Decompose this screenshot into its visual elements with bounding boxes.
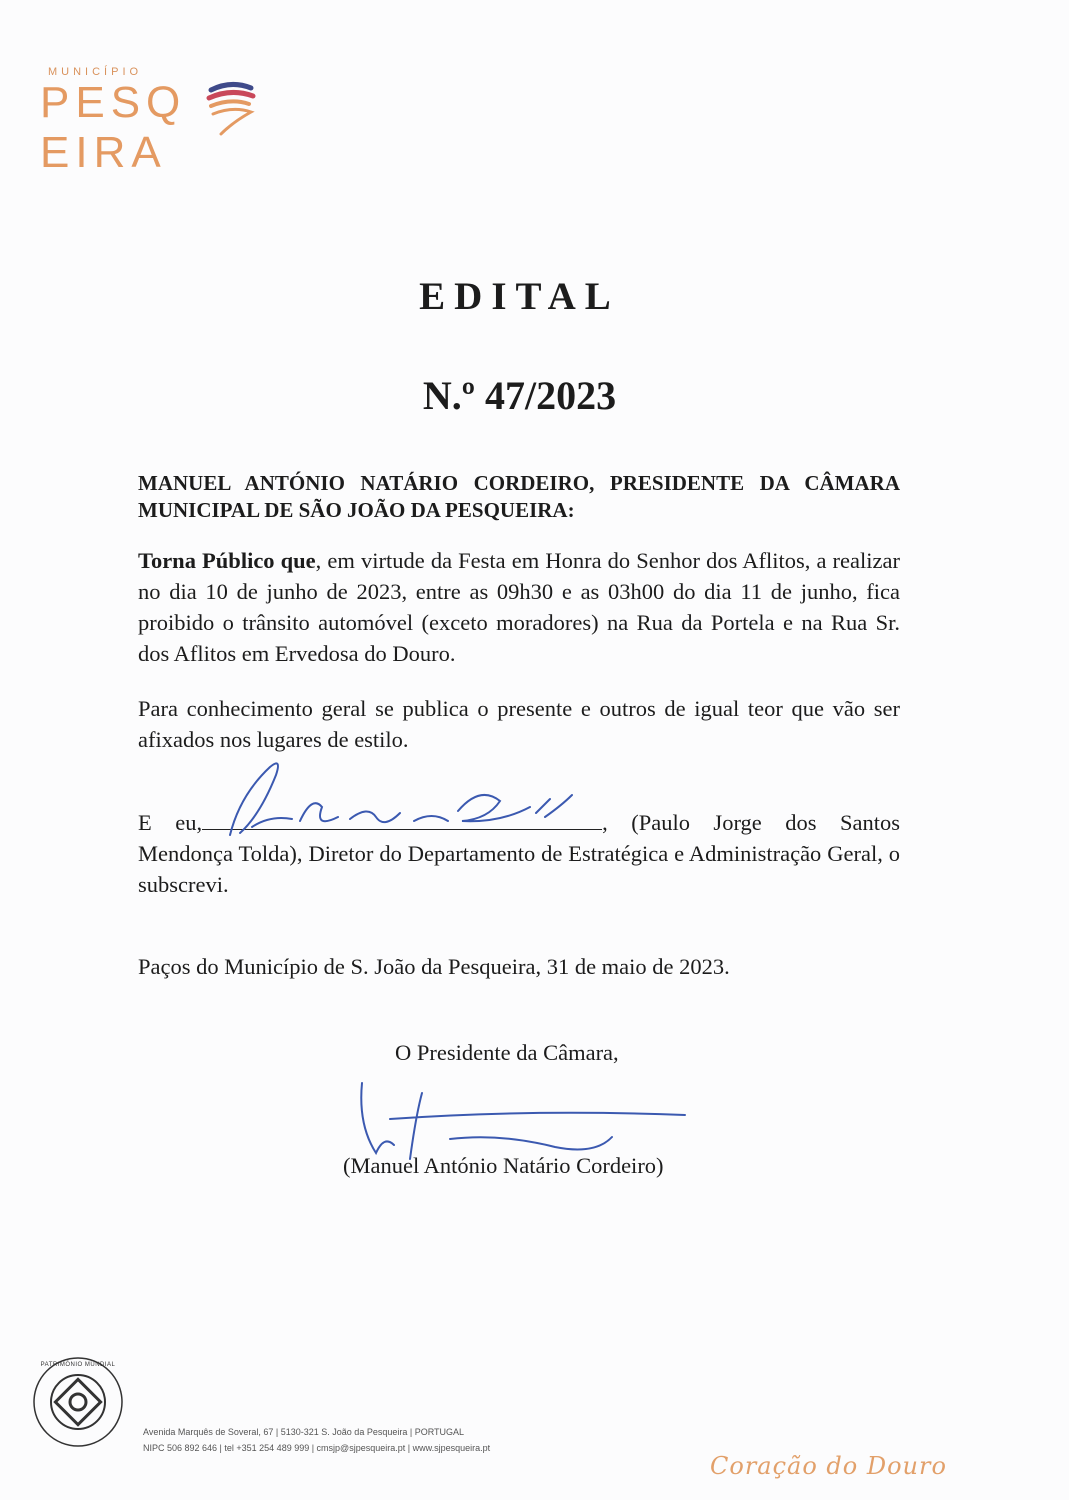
footer-contact-line: NIPC 506 892 646 | tel +351 254 489 999 | cmsjp@sjpesqueira.pt | www.sjpesqueira.pt [143,1443,491,1453]
municipality-logo [40,62,350,177]
publication-paragraph: Para conhecimento geral se publica o presente e outros de igual teor que vão ser afixados nos lugares de estilo. [138,696,900,752]
footer-brand-mark: Coração do Douro [710,1452,947,1480]
closing-title: O Presidente da Câmara, [395,1040,619,1065]
footer-contacts [143,1424,490,1456]
svg-text:PATRIMÓNIO MUNDIAL: PATRIMÓNIO MUNDIAL [40,1362,116,1368]
issuer-heading: MANUEL ANTÓNIO NATÁRIO CORDEIRO, PRESIDENTE DA CÂMARA MUNICIPAL DE SÃO JOÃO DA PESQUEIRA: [138,471,900,522]
world-heritage-seal-icon [30,1354,126,1450]
logo-emblem-icon [203,76,259,138]
announcement-paragraph [138,545,900,669]
footer-address: Avenida Marquês de Soveral, 67 | 5130-321 S. João da Pesqueira | PORTUGAL [143,1427,465,1437]
place-and-date: Paços do Município de S. João da Pesqueira, 31 de maio de 2023. [138,954,730,979]
subscriber-prefix: E eu, [138,810,203,835]
logo-wordmark: PESQEIRA [40,78,187,177]
logo-subtitle: MUNICÍPIO [48,66,143,78]
subscriber-suffix: , (Paulo Jorge dos Santos Mendonça Tolda), Diretor do Departamento de Estratégica e Administração Geral, o subscrevi. [138,810,900,897]
document-title: EDITAL [419,275,620,318]
document-number: N.º 47/2023 [422,373,617,418]
announcement-lead: Torna Público que [138,548,316,573]
signatory-name: (Manuel António Natário Cordeiro) [343,1153,664,1178]
announcement-text: , em virtude da Festa em Honra do Senhor dos Aflitos, a realizar no dia 10 de junho de 2023, entre as 09h30 e as 03h00 do dia 11 de junho, fica proibido o trânsito automóvel (exceto moradores) na Rua da Portela e na Rua Sr. dos Aflitos em Ervedosa do Douro. [138,548,900,666]
director-signature [200,755,590,845]
